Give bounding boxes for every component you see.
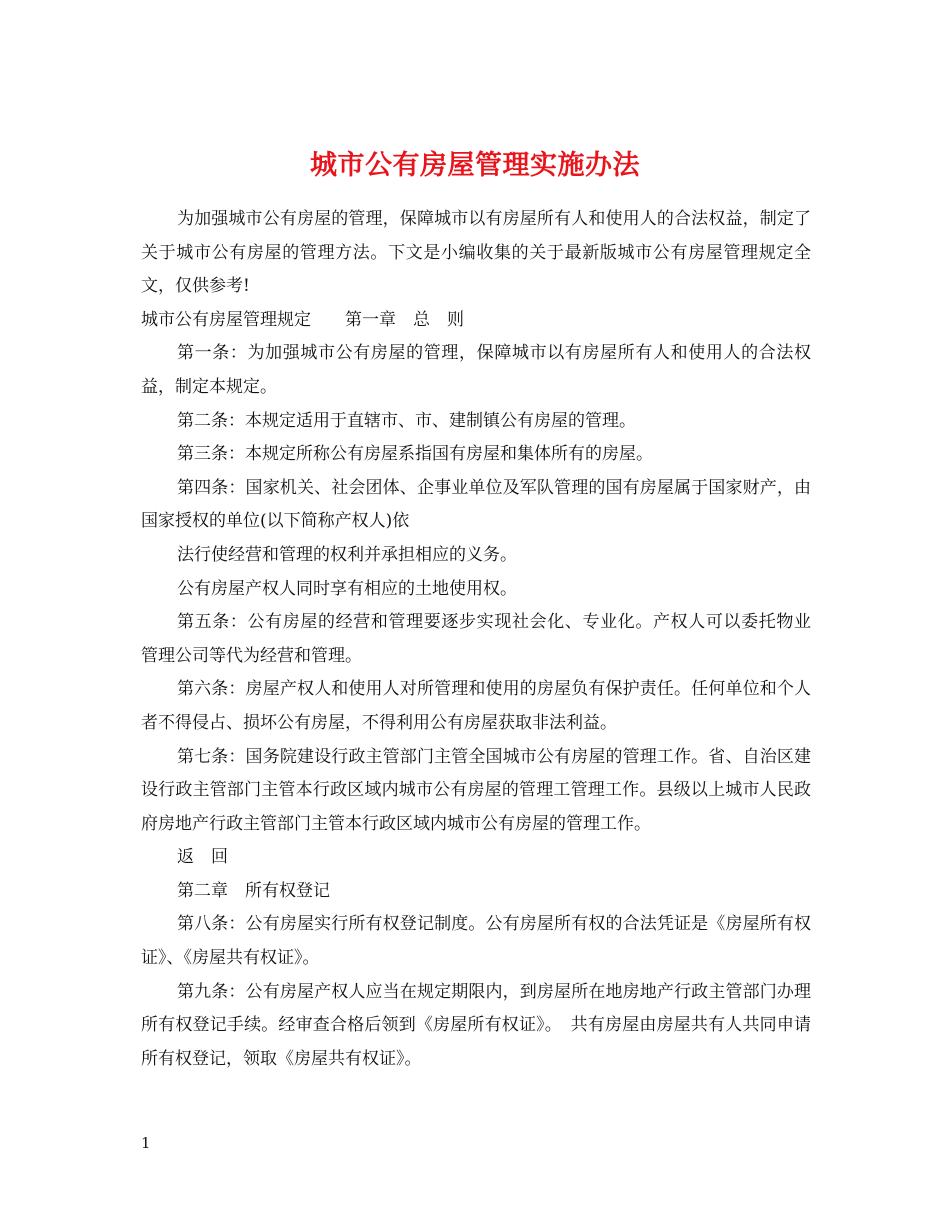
paragraph-article-1: 第一条：为加强城市公有房屋的管理，保障城市以有房屋所有人和使用人的合法权益，制定本规定。: [141, 343, 811, 397]
paragraph-article-9: 第九条：公有房屋产权人应当在规定期限内，到房屋所在地房地产行政主管部门办理所有权登记手续。经审查合格后领到《房屋所有权证》。 共有房屋由房屋共有人共同申请所有权登记，领取《房屋共有权证》。: [141, 981, 811, 1069]
paragraph-land-rights: 公有房屋产权人同时享有相应的土地使用权。: [177, 578, 517, 599]
paragraph-article-5: 第五条：公有房屋的经营和管理要逐步实现社会化、专业化。产权人可以委托物业 管理公司等代为经营和管理。: [141, 612, 811, 666]
paragraph-article-3: 第三条：本规定所称公有房屋系指国有房屋和集体所有的房屋。: [177, 444, 653, 465]
paragraph-article-4-cont: 法行使经营和管理的权利并承担相应的义务。: [177, 544, 517, 565]
paragraph-article-2: 第二条：本规定适用于直辖市、市、建制镇公有房屋的管理。: [177, 410, 636, 431]
document-title: 城市公有房屋管理实施办法: [310, 150, 640, 182]
document-body: [141, 203, 811, 1076]
paragraph-article-4: 第四条：国家机关、社会团体、企事业单位及军队管理的国有房屋属于国家财产，由国家授权的单位(以下简称产权人)依: [141, 477, 811, 532]
paragraph-article-7: 第七条：国务院建设行政主管部门主管全国城市公有房屋的管理工作。省、自治区建设行政主管部门主管本行政区域内城市公有房屋的管理工管理工作。县级以上城市人民政府房地产行政主管部门主管本行政区域内城市公有房屋的管理工作。: [141, 746, 811, 834]
paragraph-intro: 为加强城市公有房屋的管理，保障城市以有房屋所有人和使用人的合法权益，制定了关于城市公有房屋的管理方法。下文是小编收集的关于最新版城市公有房屋管理规定全文，仅供参考!: [141, 209, 811, 297]
paragraph-article-8: 第八条：公有房屋实行所有权登记制度。公有房屋所有权的合法凭证是《房屋所有权证》、《房屋共有权证》。: [141, 914, 811, 969]
paragraph-chapter-two-heading: 第二章 所有权登记: [177, 880, 330, 901]
paragraph-article-6: 第六条：房屋产权人和使用人对所管理和使用的房屋负有保护责任。任何单位和个人者不得侵占、损坏公有房屋，不得利用公有房屋获取非法利益。: [141, 679, 811, 733]
page-number: 1: [141, 1134, 151, 1152]
paragraph-chapter-one-heading: 城市公有房屋管理规定 第一章 总 则: [141, 309, 464, 330]
return-link[interactable]: 返 回: [177, 847, 228, 868]
